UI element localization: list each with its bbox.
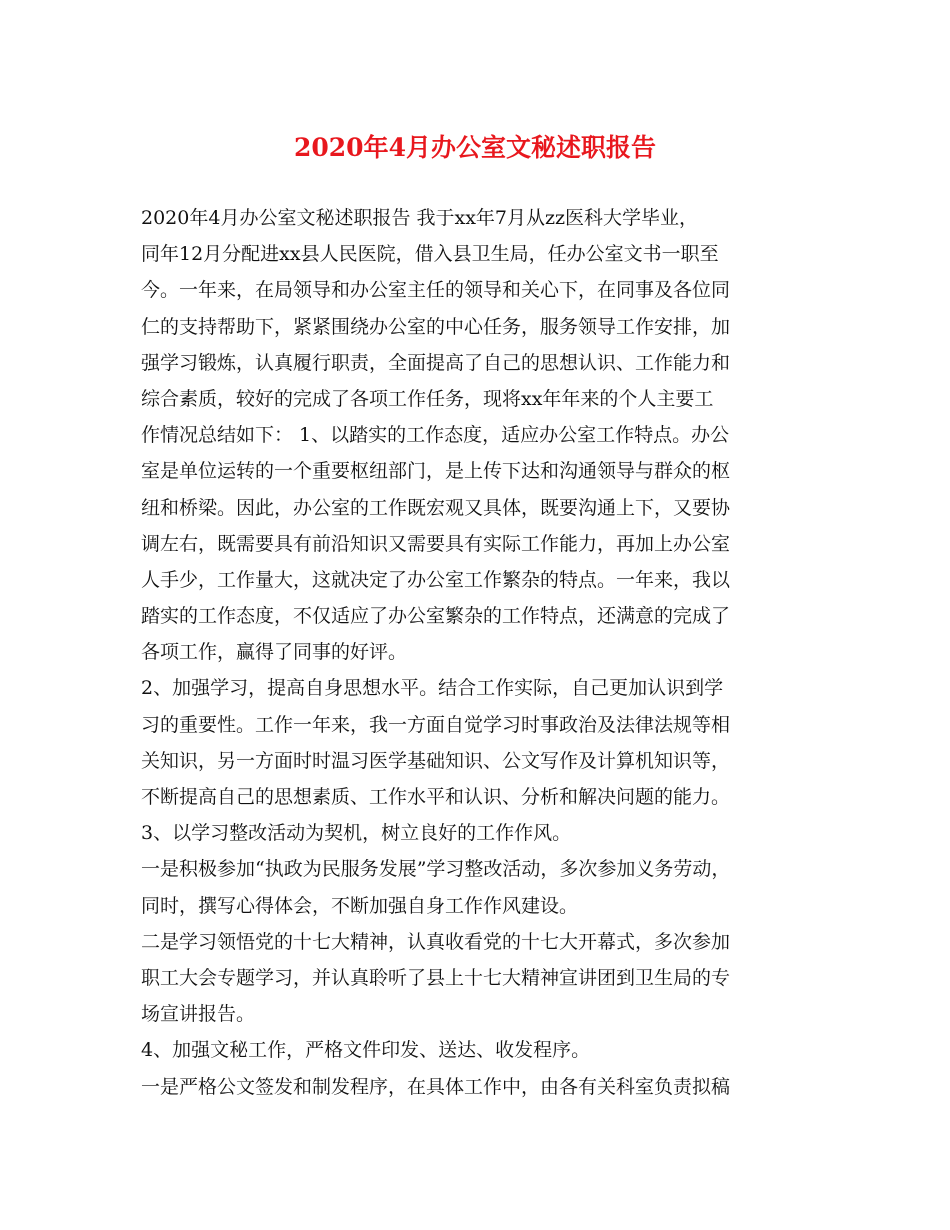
body-line: 不断提高自己的思想素质、工作水平和认识、分析和解决问题的能力。	[141, 786, 731, 808]
body-line: 调左右，既需要具有前沿知识又需要具有实际工作能力，再加上办公室	[141, 532, 731, 555]
body-line: 室是单位运转的一个重要枢纽部门，是上传下达和沟通领导与群众的枢	[141, 460, 731, 483]
body-line: 习的重要性。工作一年来，我一方面自觉学习时事政治及法律法规等相	[141, 713, 731, 736]
body-line: 强学习锻炼，认真履行职责，全面提高了自己的思想认识、工作能力和	[141, 351, 731, 374]
body-line: 各项工作，赢得了同事的好评。	[141, 641, 408, 664]
body-line: 一是严格公文签发和制发程序，在具体工作中，由各有关科室负责拟稿	[141, 1075, 731, 1098]
body-line: 2、加强学习，提高自身思想水平。结合工作实际，自己更加认识到学	[141, 677, 724, 700]
body-line: 一是积极参加“执政为民服务发展”学习整改活动，多次参加义务劳动，	[141, 858, 731, 881]
body-line: 人手少，工作量大，这就决定了办公室工作繁杂的特点。一年来，我以	[141, 568, 731, 591]
body-line: 纽和桥梁。因此，办公室的工作既宏观又具体，既要沟通上下，又要协	[141, 496, 731, 519]
body-line: 同年12月分配进xx县人民医院，借入县卫生局，任办公室文书一职至	[141, 243, 719, 266]
body-line: 今。一年来，在局领导和办公室主任的领导和关心下，在同事及各位同	[141, 279, 731, 302]
body-line: 同时，撰写心得体会，不断加强自身工作作风建设。	[141, 894, 579, 917]
body-line: 3、以学习整改活动为契机，树立良好的工作作风。	[141, 822, 572, 845]
body-line: 4、加强文秘工作，严格文件印发、送达、收发程序。	[141, 1039, 591, 1062]
body-line: 2020年4月办公室文秘述职报告 我于xx年7月从zz医科大学毕业，	[141, 207, 699, 229]
document-body	[141, 200, 826, 1105]
body-line: 踏实的工作态度，不仅适应了办公室繁杂的工作特点，还满意的完成了	[141, 605, 731, 628]
body-line: 关知识，另一方面时时温习医学基础知识、公文写作及计算机知识等，	[141, 749, 731, 772]
body-line: 场宣讲报告。	[141, 1003, 256, 1026]
body-line: 作情况总结如下： 1、以踏实的工作态度，适应办公室工作特点。办公	[141, 424, 730, 447]
body-line: 仁的支持帮助下，紧紧围绕办公室的中心任务，服务领导工作安排，加	[141, 315, 731, 338]
body-line: 职工大会专题学习，并认真聆听了县上十七大精神宣讲团到卫生局的专	[141, 966, 731, 989]
body-line: 二是学习领悟党的十七大精神，认真收看党的十七大开幕式，多次参加	[141, 930, 731, 953]
body-line: 综合素质，较好的完成了各项工作任务，现将xx年年来的个人主要工	[141, 387, 714, 410]
document-title: 2020年4月办公室文秘述职报告	[294, 133, 656, 162]
